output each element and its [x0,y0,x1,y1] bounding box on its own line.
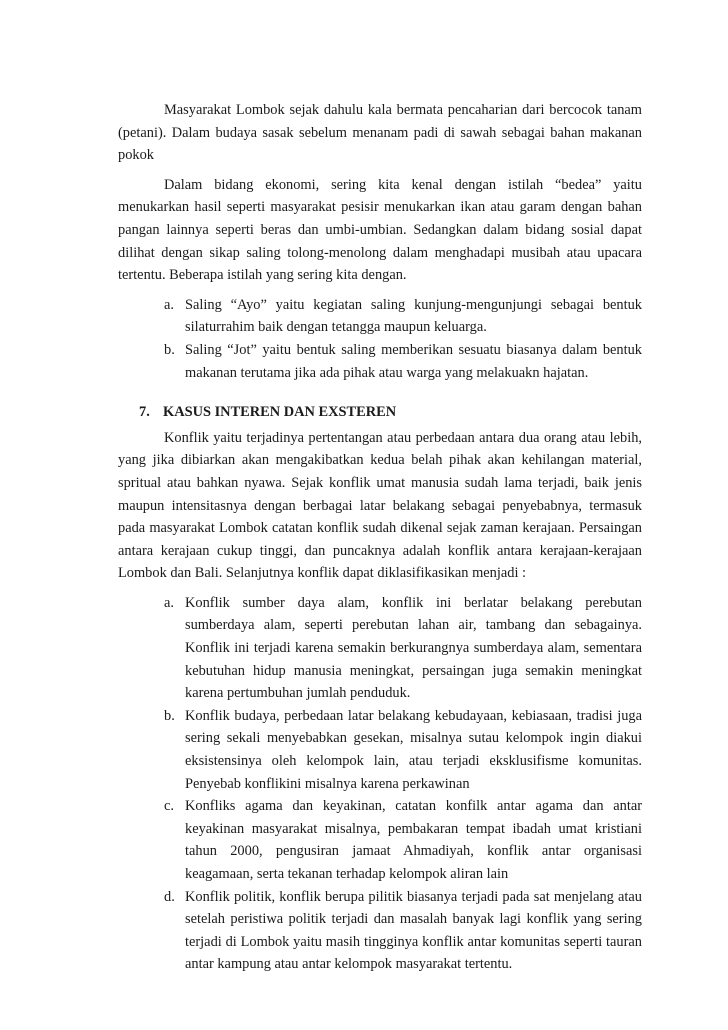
list-marker: a. [164,296,174,313]
conflict-types-list [118,592,642,976]
list-item [118,886,642,976]
list-item [118,705,642,795]
paragraph-economy: Dalam bidang ekonomi, sering kita kenal dengan istilah “bedea” yaitu menukarkan hasil seperti masyarakat pesisir menukarkan ikan atau garam dengan bahan pangan lainnya seperti beras dan umbi-umbian. Sedangkan dalam bidang sosial dapat dilihat dengan sikap saling tolong-menolong dalam menghadapi musibah atau upacara tertentu. Beberapa istilah yang sering kita dengan. [118,176,642,284]
section-number: 7. [139,404,150,421]
list-item [118,795,642,885]
custom-terms-list [118,294,642,384]
list-item-text: Konflik budaya, perbedaan latar belakang kebudayaan, kebiasaan, tradisi juga sering sekali menyebabkan gesekan, misalnya sutau kelompok ingin diakui eksistensinya oleh kelompok lain, atau terjadi eksklusifisme komunitas. Penyebab konflikini misalnya karena perkawinan [185,707,642,792]
list-marker: a. [164,594,174,611]
list-item-text: Konflik politik, konflik berupa pilitik biasanya terjadi pada sat menjelang atau setelah peristiwa politik terjadi dan masalah banyak lagi konflik yang sering terjadi di Lombok yaitu masih tingginya konflik antar komunitas seperti tauran antar kampung atau antar kelompok masyarakat tertentu. [185,888,642,973]
list-item [118,592,642,705]
list-item-text: Konfliks agama dan keyakinan, catatan konfilk antar agama dan antar keyakinan masyarakat misalnya, pembakaran tempat ibadah umat kristiani tahun 2000, pengusiran jamaat Ahmadiyah, konflik antar organisasi keagamaan, serta tekanan terhadap kelompok aliran lain [185,798,642,882]
section-heading [118,401,642,424]
list-item-text: Saling “Jot” yaitu bentuk saling memberikan sesuatu biasanya dalam bentuk makanan terutama jika ada pihak atau warga yang melakuakn hajatan. [185,341,642,381]
list-item-text: Konflik sumber daya alam, konflik ini berlatar belakang perebutan sumberdaya alam, seperti perebutan lahan air, tambang dan sebagainya. Konflik ini terjadi karena semakin berkurangnya sumberdaya alam, sementara kebutuhan hidup manusia meningkat, persaingan juga semakin meningkat karena pertumbuhan jumlah penduduk. [185,594,642,702]
section-title: KASUS INTEREN DAN EXSTEREN [163,404,397,421]
list-item [118,339,642,384]
paragraph-farming: Masyarakat Lombok sejak dahulu kala bermata pencaharian dari bercocok tanam (petani). Dalam budaya sasak sebelum menanam padi di sawah sebagai bahan makanan pokok [118,102,642,164]
list-item-text: Saling “Ayo” yaitu kegiatan saling kunjung-mengunjungi sebagai bentuk silaturrahim baik dengan tetangga maupun keluarga. [185,296,642,336]
list-item [118,294,642,339]
list-marker: d. [164,888,175,905]
paragraph-conflict: Konflik yaitu terjadinya pertentangan atau perbedaan antara dua orang atau lebih, yang jika dibiarkan akan mengakibatkan kedua belah pihak akan kehilangan material, spritual atau bahkan nyawa. Sejak konflik umat manusia sudah lama terjadi, baik jenis maupun intensitasnya dengan berbagai latar belakang sebagai penyebabnya, termasuk pada masyarakat Lombok catatan konflik sudah dikenal sejak zaman kerajaan. Persaingan antara kerajaan cukup tinggi, dan puncaknya adalah konflik antara kerajaan-kerajaan Lombok dan Bali. Selanjutnya konflik dapat diklasifikasikan menjadi : [118,429,642,582]
list-marker: b. [164,707,175,724]
list-marker: b. [164,341,175,358]
list-marker: c. [164,798,174,815]
